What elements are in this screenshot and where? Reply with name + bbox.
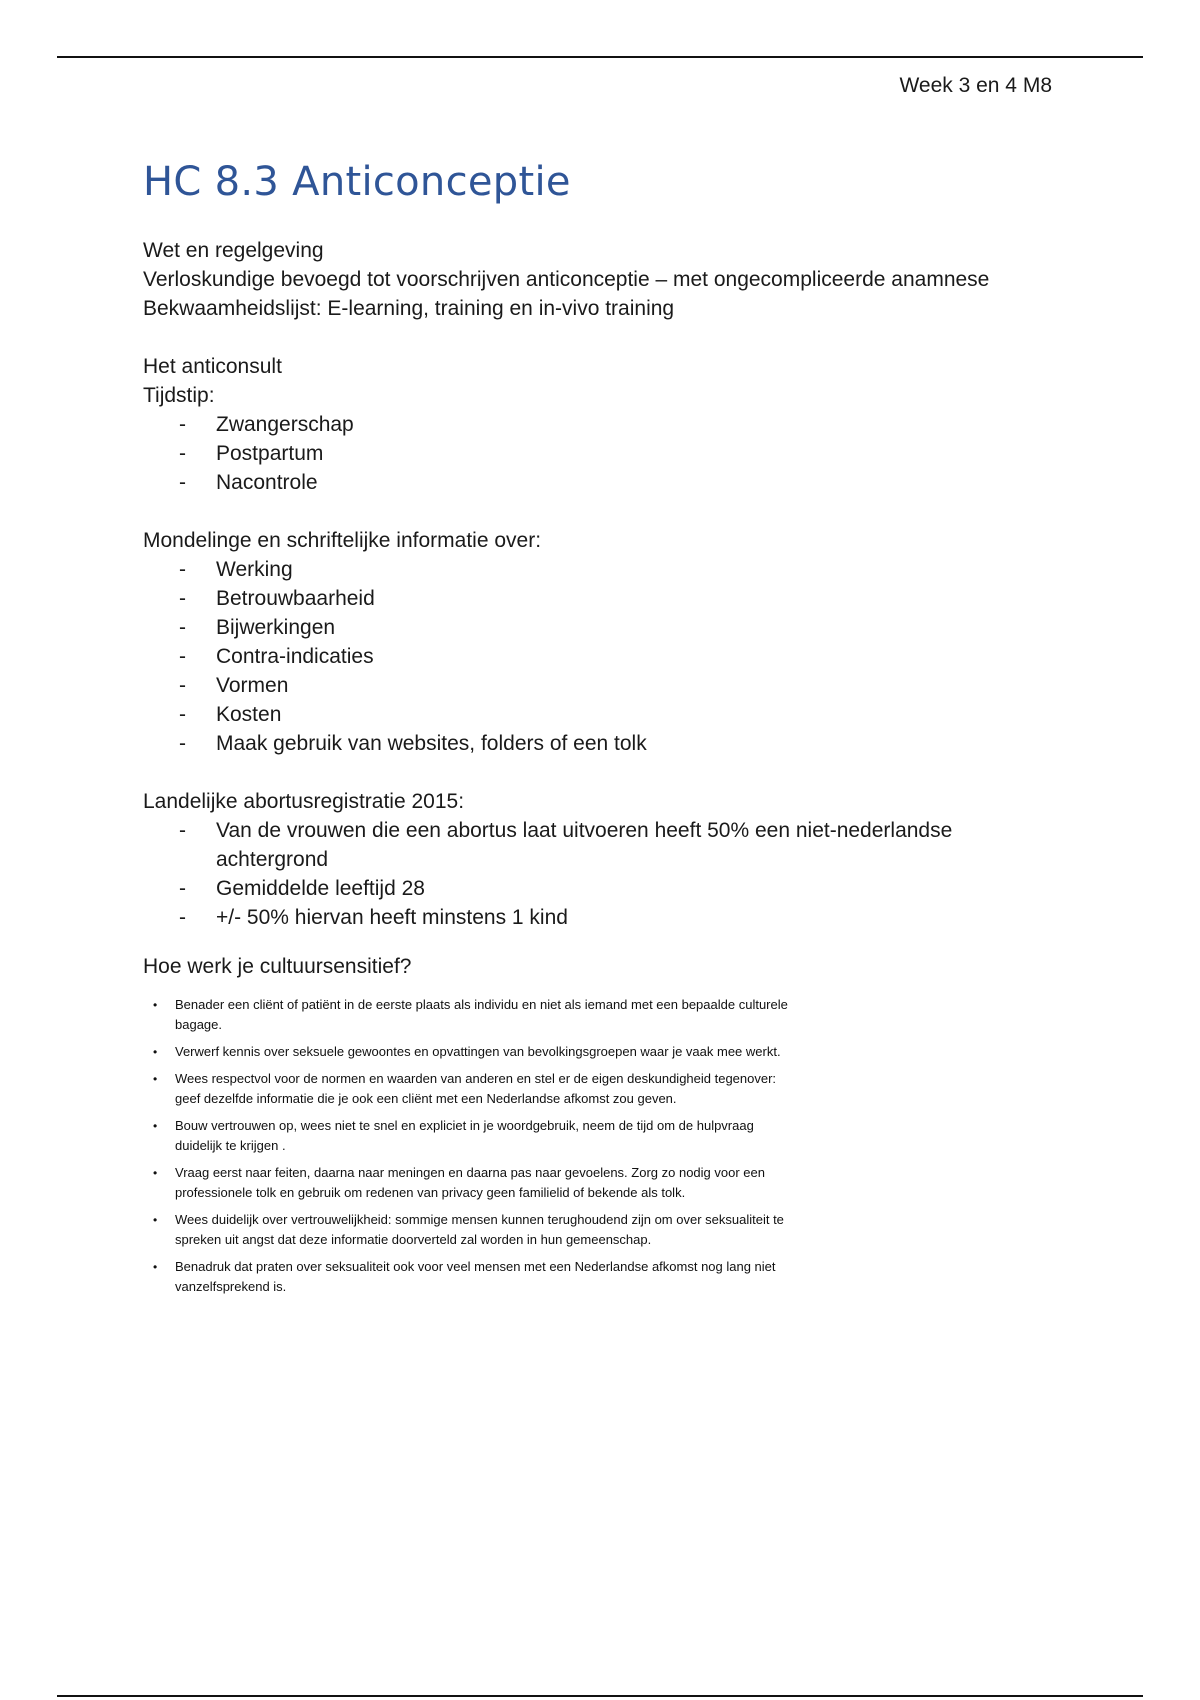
document-body — [143, 160, 1063, 1304]
paragraph-line: Verloskundige bevoegd tot voorschrijven anticonceptie – met ongecompliceerde anamnese — [143, 268, 990, 291]
section-heading: Landelijke abortusregistratie 2015: — [143, 790, 465, 813]
section-subheading: Tijdstip: — [143, 384, 215, 407]
list-item: - Maak gebruik van websites, folders of een tolk — [179, 732, 647, 755]
list-item: - Vormen — [179, 674, 289, 697]
section-heading: Het anticonsult — [143, 355, 282, 378]
paragraph-line: Bekwaamheidslijst: E-learning, training en in-vivo training — [143, 297, 675, 320]
list-item: • Bouw vertrouwen op, wees niet te snel en expliciet in je woordgebruik, neem de tijd om de hulpvraag duidelijk te krijgen . — [153, 1118, 754, 1153]
list-item: - Postpartum — [179, 442, 324, 465]
list-item: • Wees respectvol voor de normen en waarden van anderen en stel er de eigen deskundigheid tegenover: geef dezelfde informatie die je ook een cliënt met een Nederlandse afkomst zou geven. — [153, 1071, 777, 1106]
list-item: • Benadruk dat praten over seksualiteit ook voor veel mensen met een Nederlandse afkomst nog lang niet vanzelfsprekend is. — [153, 1259, 776, 1294]
list-item: - Betrouwbaarheid — [179, 587, 375, 610]
dash-list — [143, 555, 1063, 758]
section-cultuursensitief — [143, 952, 1063, 1297]
list-item: - +/- 50% hiervan heeft minstens 1 kind — [179, 906, 568, 929]
bullet-list — [143, 995, 803, 1297]
list-item: - Van de vrouwen die een abortus laat uitvoeren heeft 50% een niet-nederlandse achtergrond — [179, 819, 953, 871]
list-item: • Verwerf kennis over seksuele gewoontes en opvattingen van bevolkingsgroepen waar je vaak mee werkt. — [153, 1044, 781, 1059]
list-item: - Contra-indicaties — [179, 645, 374, 668]
section-informatie — [143, 526, 1063, 758]
dash-list — [143, 410, 1063, 497]
section-wet-en-regelgeving — [143, 236, 1063, 323]
list-item: • Benader een cliënt of patiënt in de eerste plaats als individu en niet als iemand met een bepaalde culturele bagage. — [153, 997, 788, 1032]
list-item: • Wees duidelijk over vertrouwelijkheid: sommige mensen kunnen terughoudend zijn om over seksualiteit te spreken uit angst dat deze informatie doorverteld zal worden in hun gemeenschap. — [153, 1212, 784, 1247]
list-item: - Werking — [179, 558, 293, 581]
footer-rule — [57, 1695, 1143, 1697]
section-heading: Mondelinge en schriftelijke informatie over: — [143, 529, 542, 552]
list-item: - Zwangerschap — [179, 413, 354, 436]
list-item: - Kosten — [179, 703, 282, 726]
document-title: HC 8.3 Anticonceptie — [143, 159, 571, 205]
section-heading: Hoe werk je cultuursensitief? — [143, 955, 412, 978]
list-item: - Gemiddelde leeftijd 28 — [179, 877, 425, 900]
header-rule — [57, 56, 1143, 58]
page-header: Week 3 en 4 M8 — [899, 74, 1052, 97]
list-item: • Vraag eerst naar feiten, daarna naar meningen en daarna pas naar gevoelens. Zorg zo nodig voor een professionele tolk en gebruik om redenen van privacy geen familielid of bekende als tolk. — [153, 1165, 765, 1200]
section-anticonsult — [143, 352, 1063, 497]
section-abortusregistratie — [143, 787, 1063, 932]
list-item: - Nacontrole — [179, 471, 318, 494]
dash-list — [143, 816, 1063, 932]
section-heading: Wet en regelgeving — [143, 239, 324, 262]
list-item: - Bijwerkingen — [179, 616, 336, 639]
